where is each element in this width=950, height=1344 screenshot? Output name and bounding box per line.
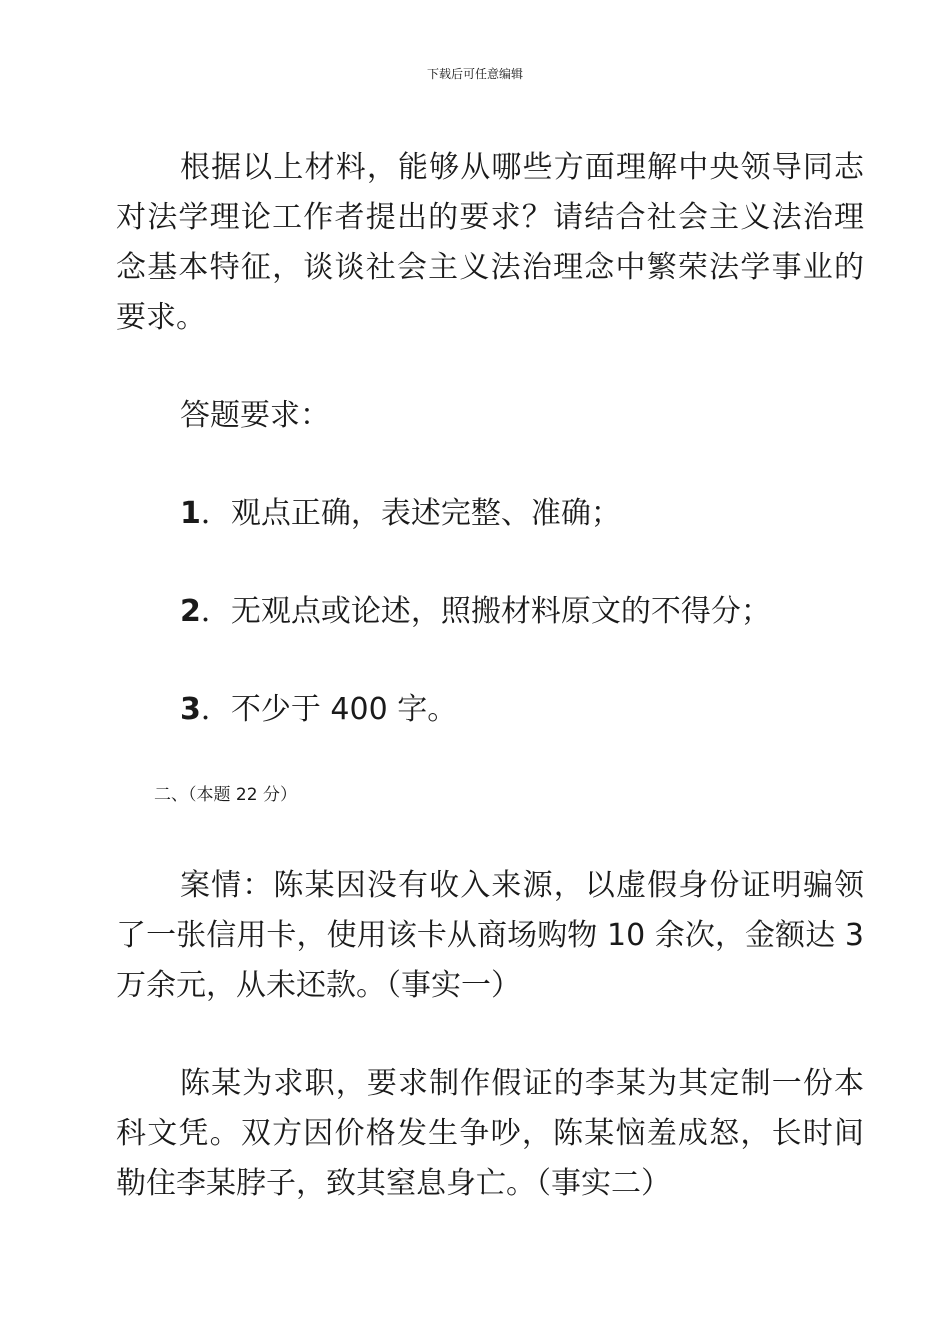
- question-paragraph: 根据以上材料，能够从哪些方面理解中央领导同志对法学理论工作者提出的要求？请结合社会主义法治理念基本特征，谈谈社会主义法治理念中繁荣法学事业的要求。: [116, 150, 864, 335]
- section-heading: 二、（本题 22 分）: [154, 785, 297, 805]
- requirement-number: 2: [180, 594, 201, 629]
- requirement-item-2: [116, 587, 864, 637]
- case-paragraph-1: 案情：陈某因没有收入来源，以虚假身份证明骗领了一张信用卡，使用该卡从商场购物 10 余次，金额达 3 万余元，从未还款。（事实一）: [116, 868, 864, 1003]
- requirement-item-3: [116, 685, 864, 735]
- requirements-title: 答题要求：: [180, 398, 330, 433]
- requirement-number: 3: [180, 692, 201, 727]
- document-body: [116, 143, 864, 1209]
- requirement-item-1: [116, 489, 864, 539]
- page-header: 下载后可任意编辑: [426, 67, 523, 81]
- requirement-text: ．观点正确，表述完整、准确；: [200, 496, 621, 531]
- case-paragraph-2: 陈某为求职，要求制作假证的李某为其定制一份本科文凭。双方因价格发生争吵，陈某恼羞成怒，长时间勒住李某脖子，致其窒息身亡。（事实二）: [116, 1066, 864, 1201]
- requirement-text: ．不少于 400 字。: [200, 692, 458, 727]
- requirement-text: ．无观点或论述，照搬材料原文的不得分；: [200, 594, 771, 629]
- requirement-number: 1: [180, 496, 201, 531]
